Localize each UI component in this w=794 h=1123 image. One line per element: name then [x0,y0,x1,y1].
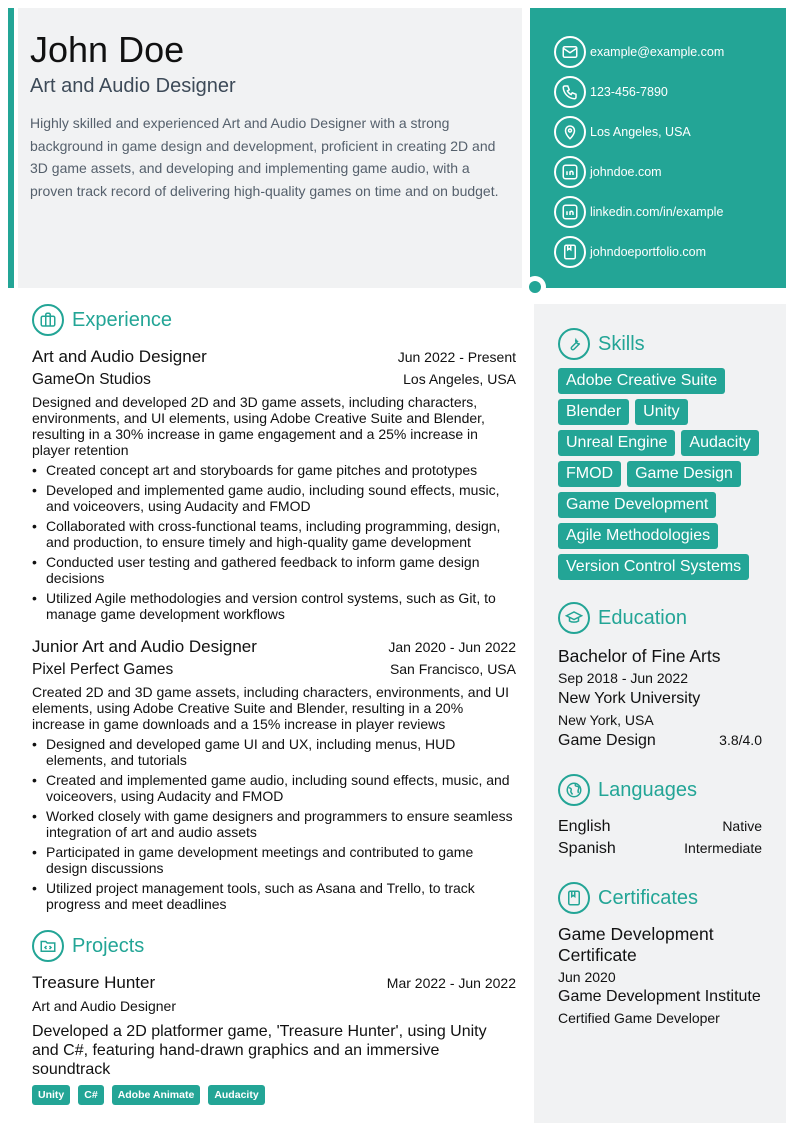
skill-chip: Unreal Engine [558,430,675,456]
certificate-entry [558,924,762,1028]
job-entry-1 [32,346,516,622]
mail-icon [554,36,586,68]
list-item: • Developed and implemented game audio, including sound effects, music, and voiceovers, using Audacity and FMOD [32,482,516,514]
education-field: Game Design [558,732,656,749]
list-item: • Collaborated with cross-functional teams, including programming, design, and production, to ensure timely and high-quality game development [32,518,516,550]
section-title-experience: Experience [72,308,173,331]
contact-email[interactable] [554,32,786,72]
project-dates: Mar 2022 - Jun 2022 [386,975,516,991]
skill-chip: Version Control Systems [558,554,749,580]
briefcase-icon [32,304,64,336]
language-level: Native [722,818,762,834]
header-panel [18,8,522,288]
list-item: • Participated in game development meetings and contributed to game design discussions [32,844,516,876]
contact-location-text: Los Angeles, USA [590,125,691,139]
education-gpa: 3.8/4.0 [719,732,762,748]
project-tag: C# [78,1085,103,1105]
project-description: Developed a 2D platformer game, 'Treasure Hunter', using Unity and C#, featuring hand-drawn graphics and an immersive soundtrack [32,1023,487,1078]
education-school: New York University [558,690,701,707]
project-entry [32,972,516,1105]
section-title-languages: Languages [598,778,697,801]
project-tag: Adobe Animate [112,1085,201,1105]
education-degree: Bachelor of Fine Arts [558,646,721,666]
section-title-projects: Projects [72,934,145,957]
folder-code-icon [32,930,64,962]
skill-chip: Blender [558,399,629,425]
skill-chip: Agile Methodologies [558,523,718,549]
project-title: Treasure Hunter [32,973,156,992]
certificate-date: Jun 2020 [558,969,616,985]
certificate-name: Game Development Certificate [558,924,714,965]
candidate-role: Art and Audio Designer [30,75,236,97]
project-role: Art and Audio Designer [32,998,176,1014]
education-dates: Sep 2018 - Jun 2022 [558,670,688,686]
job-dates: Jan 2020 - Jun 2022 [388,639,516,655]
contact-linkedin-text: linkedin.com/in/example [590,205,724,219]
skill-chip: Audacity [681,430,758,456]
linkedin-icon [554,196,586,228]
job-dates: Jun 2022 - Present [397,349,516,365]
job-location: Los Angeles, USA [403,371,516,387]
job-entry-2 [32,636,516,912]
section-title-certificates: Certificates [598,886,699,909]
list-item: • Worked closely with game designers and programmers to ensure seamless integration of art and audio assets [32,808,516,840]
section-title-skills: Skills [598,332,645,355]
experience-heading [32,304,516,336]
contact-website[interactable] [554,152,786,192]
education-field-row [558,730,762,752]
linkedin-icon [554,156,586,188]
certificates-heading [558,882,762,914]
wrench-icon [558,328,590,360]
skill-chip: Unity [635,399,687,425]
summary: Highly skilled and experienced Art and Audio Designer with a strong background in game design and development, proficient in creating 2D and 3D game assets, and developing and implementing game audio, with a proven track record of delivering high-quality games on time and on budget. [30,115,499,200]
contact-panel [530,8,786,288]
list-item: • Utilized Agile methodologies and version control systems, such as Git, to manage game development workflows [32,590,516,622]
job-company: GameOn Studios [32,371,151,388]
languages-heading [558,774,762,806]
job-title: Junior Art and Audio Designer [32,637,257,656]
project-tags [32,1085,516,1105]
language-name: English [558,818,611,835]
contact-linkedin[interactable] [554,192,786,232]
list-item: • Designed and developed game UI and UX, including menus, HUD elements, and tutorials [32,736,516,768]
skill-chip: Game Design [627,461,741,487]
job-title: Art and Audio Designer [32,347,207,366]
list-item: • Conducted user testing and gathered feedback to inform game design decisions [32,554,516,586]
portfolio-icon [554,236,586,268]
job-description: Designed and developed 2D and 3D game assets, including characters, environments, and UI elements, using Adobe Creative Suite and Blender, resulting in a 30% increase in game engagement and a 25% increase in player retention [32,394,485,458]
education-heading [558,602,762,634]
main-column [32,304,516,1105]
phone-icon [554,76,586,108]
certificate-icon [558,882,590,914]
contact-location [554,112,786,152]
project-tag: Unity [32,1085,70,1105]
languages-list [558,816,762,860]
certificate-issuer: Game Development Institute [558,988,761,1005]
contact-phone-text: 123-456-7890 [590,85,668,99]
sidebar [534,304,786,1123]
graduation-cap-icon [558,602,590,634]
skill-chip: Game Development [558,492,716,518]
contact-portfolio[interactable] [554,232,786,272]
job-company: Pixel Perfect Games [32,661,174,678]
skill-chip: Adobe Creative Suite [558,368,725,394]
language-name: Spanish [558,840,616,857]
list-item: • Created and implemented game audio, including sound effects, music, and voiceovers, using Audacity and FMOD [32,772,516,804]
header-divider-dot [529,281,541,293]
section-title-education: Education [598,606,687,629]
list-item: • Utilized project management tools, such as Asana and Trello, to track progress and meet deadlines [32,880,516,912]
contact-portfolio-text: johndoeportfolio.com [590,245,707,259]
language-level: Intermediate [684,840,762,856]
skills-heading [558,328,762,360]
projects-heading [32,930,516,962]
globe-icon [558,774,590,806]
job-bullets [32,736,516,912]
header-accent-bar [8,8,14,288]
job-description: Created 2D and 3D game assets, including characters, environments, and UI elements, using Adobe Creative Suite and Blender, resulting in a 20% increase in game downloads and a 15% increase in player reviews [32,684,510,732]
contact-email-text: example@example.com [590,45,725,59]
language-row [558,838,762,860]
contact-phone[interactable] [554,72,786,112]
job-location: San Francisco, USA [389,661,516,677]
list-item: • Created concept art and storyboards for game pitches and prototypes [32,462,516,478]
candidate-name: John Doe [30,29,185,70]
skills-list [558,368,768,580]
contact-website-text: johndoe.com [590,165,662,179]
project-tag: Audacity [208,1085,264,1105]
skill-chip: FMOD [558,461,621,487]
job-bullets [32,462,516,622]
language-row [558,816,762,838]
certificate-detail: Certified Game Developer [558,1010,720,1026]
map-pin-icon [554,116,586,148]
education-location: New York, USA [558,712,654,728]
